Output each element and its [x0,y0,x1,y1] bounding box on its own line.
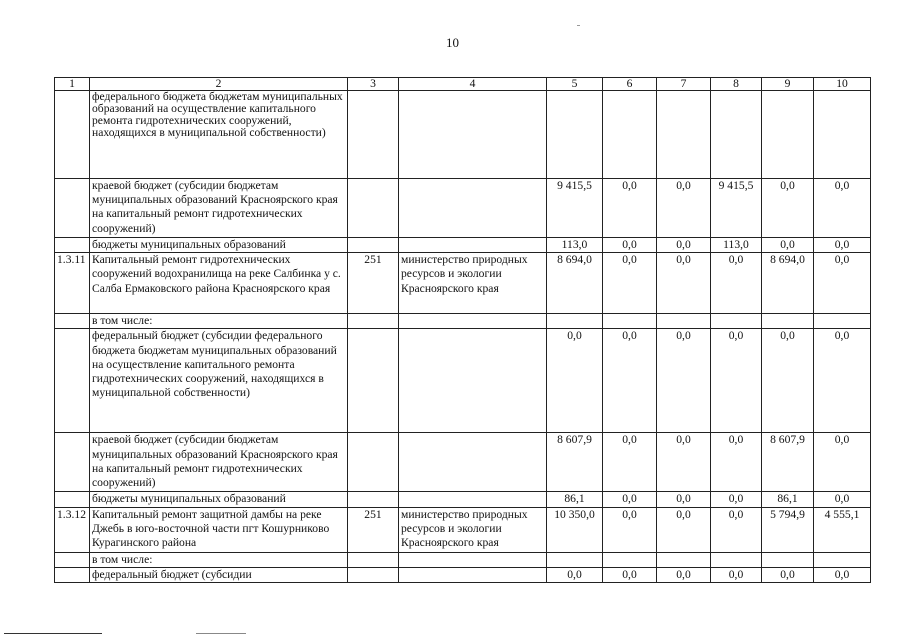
row-value-5: 9 415,5 [547,179,603,238]
row-code [348,492,399,507]
row-index [55,329,90,433]
scan-artifact [4,633,102,634]
row-value-8: 0,0 [711,507,762,552]
row-value-5: 8 607,9 [547,433,603,492]
row-value-7: 0,0 [657,492,711,507]
row-value-9: 0,0 [762,329,814,433]
row-index: 1.3.11 [55,253,90,314]
row-index [55,179,90,238]
row-index [55,433,90,492]
row-agency [399,314,547,329]
row-value-8: 0,0 [711,253,762,314]
row-value-7: 0,0 [657,329,711,433]
table-row [55,507,871,552]
row-value-5: 0,0 [547,567,603,582]
header-col-4: 4 [399,78,547,91]
row-value-8: 0,0 [711,433,762,492]
row-value-10 [814,314,871,329]
budget-table [54,77,871,583]
row-value-9: 8 694,0 [762,253,814,314]
table-row [55,238,871,253]
row-code [348,552,399,567]
row-value-8 [711,552,762,567]
row-value-8 [711,314,762,329]
header-col-5: 5 [547,78,603,91]
table-row [55,492,871,507]
row-value-5: 10 350,0 [547,507,603,552]
row-value-10: 0,0 [814,567,871,582]
page-number: 10 [446,35,459,50]
row-description: федеральный бюджет (субсидии [90,567,348,582]
row-agency [399,492,547,507]
row-value-7: 0,0 [657,507,711,552]
row-value-5: 8 694,0 [547,253,603,314]
row-value-8 [711,91,762,179]
table-row [55,314,871,329]
row-agency [399,433,547,492]
row-value-7 [657,91,711,179]
row-value-9: 8 607,9 [762,433,814,492]
row-agency [399,329,547,433]
row-value-9 [762,552,814,567]
row-value-8: 0,0 [711,567,762,582]
row-value-10: 0,0 [814,492,871,507]
scan-artifact [577,25,580,26]
row-code [348,91,399,179]
header-col-6: 6 [603,78,657,91]
row-value-9 [762,314,814,329]
row-value-7: 0,0 [657,179,711,238]
row-value-10: 0,0 [814,433,871,492]
row-value-7: 0,0 [657,433,711,492]
row-value-8: 0,0 [711,329,762,433]
table-row [55,433,871,492]
row-value-10: 0,0 [814,329,871,433]
row-index [55,314,90,329]
row-value-9: 0,0 [762,238,814,253]
row-value-9: 0,0 [762,179,814,238]
row-value-10: 4 555,1 [814,507,871,552]
row-code [348,314,399,329]
table-row [55,253,871,314]
row-value-6 [603,314,657,329]
row-value-6: 0,0 [603,492,657,507]
row-value-9 [762,91,814,179]
row-description: Капитальный ремонт гидротехнических сооружений водохранилища на реке Салбинка у с. Салба Ермаковского района Красноярского края [90,253,348,314]
row-code: 251 [348,253,399,314]
row-value-10 [814,91,871,179]
row-code [348,433,399,492]
header-col-7: 7 [657,78,711,91]
row-value-9: 0,0 [762,567,814,582]
row-index [55,567,90,582]
row-description: краевой бюджет (субсидии бюджетам муниципальных образований Красноярского края на капитальный ремонт гидротехнических сооружений) [90,179,348,238]
table-row [55,91,871,179]
row-description: бюджеты муниципальных образований [90,492,348,507]
row-value-10: 0,0 [814,179,871,238]
row-value-8: 0,0 [711,492,762,507]
header-row [55,78,871,91]
row-index: 1.3.12 [55,507,90,552]
row-agency [399,179,547,238]
row-description: краевой бюджет (субсидии бюджетам муниципальных образований Красноярского края на капитальный ремонт гидротехнических сооружений) [90,433,348,492]
row-agency [399,552,547,567]
row-value-7: 0,0 [657,238,711,253]
row-value-6: 0,0 [603,433,657,492]
table-row [55,567,871,582]
row-description: федерального бюджета бюджетам муниципальных образований на осуществление капитального ремонта гидротехнических сооружений, находящихся в муниципальной собственности) [90,91,348,179]
row-code [348,567,399,582]
header-col-9: 9 [762,78,814,91]
row-value-7: 0,0 [657,567,711,582]
row-value-5 [547,552,603,567]
row-code [348,238,399,253]
row-value-6 [603,552,657,567]
row-value-6: 0,0 [603,507,657,552]
row-value-7 [657,552,711,567]
header-col-8: 8 [711,78,762,91]
row-agency: министерство природных ресурсов и экологии Красноярского края [399,507,547,552]
row-value-6: 0,0 [603,179,657,238]
row-description: Капитальный ремонт защитной дамбы на реке Джебь в юго-восточной части пгт Кошурниково Курагинского района [90,507,348,552]
row-agency: министерство природных ресурсов и экологии Красноярского края [399,253,547,314]
row-value-9: 5 794,9 [762,507,814,552]
row-value-7: 0,0 [657,253,711,314]
row-value-5: 113,0 [547,238,603,253]
row-code [348,179,399,238]
row-value-10: 0,0 [814,238,871,253]
row-value-8: 9 415,5 [711,179,762,238]
header-col-2: 2 [90,78,348,91]
row-value-6: 0,0 [603,567,657,582]
row-value-5 [547,91,603,179]
header-col-1: 1 [55,78,90,91]
row-description: федеральный бюджет (субсидии федерального бюджета бюджетам муниципальных образований на осуществление капитального ремонта гидротехнических сооружений, находящихся в муниципальной собственности) [90,329,348,433]
row-value-10 [814,552,871,567]
row-index [55,238,90,253]
table-row [55,329,871,433]
row-value-5: 86,1 [547,492,603,507]
row-description: в том числе: [90,314,348,329]
header-col-3: 3 [348,78,399,91]
row-agency [399,567,547,582]
row-index [55,91,90,179]
row-value-7 [657,314,711,329]
row-index [55,492,90,507]
row-value-5 [547,314,603,329]
row-value-9: 86,1 [762,492,814,507]
table-row [55,552,871,567]
row-index [55,552,90,567]
row-value-6 [603,91,657,179]
row-code [348,329,399,433]
header-col-10: 10 [814,78,871,91]
row-value-6: 0,0 [603,238,657,253]
row-value-6: 0,0 [603,329,657,433]
row-description: бюджеты муниципальных образований [90,238,348,253]
row-code: 251 [348,507,399,552]
scan-artifact [196,633,246,634]
row-value-8: 113,0 [711,238,762,253]
table-row [55,179,871,238]
row-value-5: 0,0 [547,329,603,433]
row-value-10: 0,0 [814,253,871,314]
row-description: в том числе: [90,552,348,567]
row-value-6: 0,0 [603,253,657,314]
row-agency [399,238,547,253]
row-agency [399,91,547,179]
